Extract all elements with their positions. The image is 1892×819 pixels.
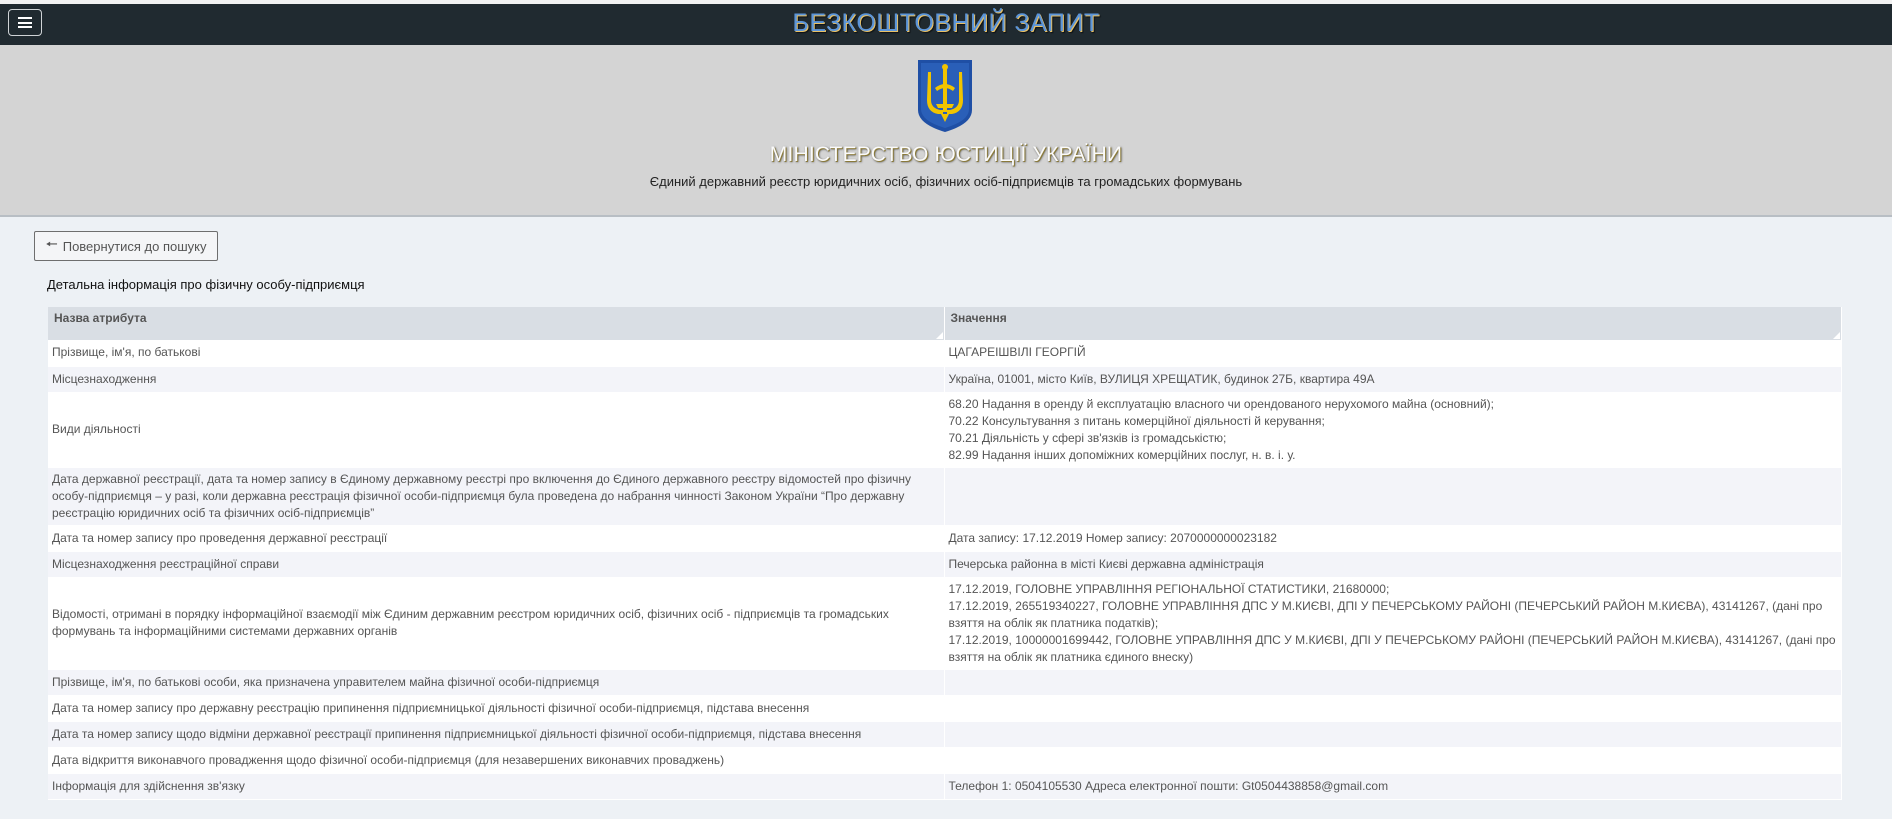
attribute-value-cell (944, 551, 1841, 577)
attribute-name-cell: Місцезнаходження реєстраційної справи (48, 551, 944, 577)
attribute-name-cell: Дата та номер запису про державну реєстрацію припинення підприємницької діяльності фізичної особи-підприємця, підстава внесення (48, 695, 944, 721)
attribute-value-cell (944, 577, 1841, 669)
table-row (48, 340, 1841, 366)
arrow-left-icon: 🠔 (45, 236, 58, 252)
table-row (48, 773, 1841, 799)
registry-name: Єдиний державний реєстр юридичних осіб, фізичних осіб-підприємців та громадських формувань (649, 174, 1243, 189)
value-line: ЦАГАРЕІШВІЛІ ГЕОРГІЙ (948, 345, 1086, 360)
attribute-value-cell (944, 340, 1841, 366)
value-line: Україна, 01001, місто Київ, ВУЛИЦЯ ХРЕЩАТИК, будинок 27Б, квартира 49А (948, 371, 1375, 386)
attribute-name-cell: Види діяльності (48, 392, 944, 467)
value-line: 17.12.2019, 10000001699442, ГОЛОВНЕ УПРАВЛІННЯ ДПС У М.КИЄВІ, ДПІ У ПЕЧЕРСЬКОМУ РАЙОНІ (ПЕЧЕРСЬКИЙ РАЙОН М.КИЄВА), 43141267, (дані про взяття на облік як платника єдиного внеску) (948, 632, 1836, 664)
attribute-value-cell (944, 366, 1841, 392)
attribute-name-cell: Дата відкриття виконавчого провадження щодо фізичної особи-підприємця (для незавершених виконавчих проваджень) (48, 747, 944, 773)
value-line: Телефон 1: 0504105530 Адреса електронної пошти: Gt0504438858@gmail.com (948, 778, 1389, 793)
resize-grip-icon[interactable] (936, 332, 943, 339)
value-line: 68.20 Надання в оренду й експлуатацію власного чи орендованого нерухомого майна (основний); (948, 396, 1494, 411)
top-navbar (0, 0, 1892, 45)
attribute-value-cell (944, 392, 1841, 467)
attribute-name-cell: Дата та номер запису щодо відміни державної реєстрації припинення підприємницької діяльності фізичної особи-підприємця, підстава внесення (48, 721, 944, 747)
table-row (48, 669, 1841, 695)
details-table (48, 307, 1842, 800)
back-button-label: Повернутися до пошуку (62, 238, 207, 254)
attribute-name-cell: Прізвище, ім'я, по батькові особи, яка призначена управителем майна фізичної особи-підприємця (48, 669, 944, 695)
table-row (48, 366, 1841, 392)
section-title: Детальна інформація про фізичну особу-підприємця (47, 277, 365, 292)
attribute-value-cell (944, 695, 1841, 721)
attribute-name-cell: Відомості, отримані в порядку інформаційної взаємодії між Єдиним державним реєстром юридичних осіб, фізичних осіб - підприємців та громадських формувань та інформаційними системами державних органів (48, 577, 944, 669)
back-to-search-button[interactable] (34, 231, 218, 261)
table-row (48, 577, 1841, 669)
attribute-value-cell (944, 721, 1841, 747)
coat-of-arms-icon (916, 58, 974, 134)
table-row (48, 551, 1841, 577)
attribute-name-cell: Місцезнаходження (48, 366, 944, 392)
value-line: Дата запису: 17.12.2019 Номер запису: 2070000000023182 (948, 530, 1277, 545)
table-row (48, 467, 1841, 525)
value-line: Печерська районна в місті Києві державна адміністрація (948, 556, 1264, 571)
ministry-header (0, 45, 1892, 217)
value-line: 17.12.2019, 265519340227, ГОЛОВНЕ УПРАВЛІННЯ ДПС У М.КИЄВІ, ДПІ У ПЕЧЕРСЬКОМУ РАЙОНІ (ПЕЧЕРСЬКИЙ РАЙОН М.КИЄВА), 43141267, (дані про взяття на облік як платника податків); (948, 598, 1823, 630)
attribute-name-cell: Дата державної реєстрації, дата та номер запису в Єдиному державному реєстрі про включення до Єдиного державного реєстру відомостей про фізичну особу-підприємця – у разі, коли державна реєстрація фізичної особи-підприємця була проведена до набрання чинності Законом України “Про державну реєстрацію юридичних осіб та фізичних осіб-підприємців” (48, 467, 944, 525)
value-line: 17.12.2019, ГОЛОВНЕ УПРАВЛІННЯ РЕГІОНАЛЬНОЇ СТАТИСТИКИ, 21680000; (948, 581, 1390, 596)
attribute-name-cell: Дата та номер запису про проведення державної реєстрації (48, 525, 944, 551)
value-line: 70.22 Консультування з питань комерційної діяльності й керування; (948, 413, 1325, 428)
value-line: 70.21 Діяльність у сфері зв'язків із громадськістю; (948, 430, 1227, 445)
details-table-container (48, 307, 1841, 800)
ministry-name: МІНІСТЕРСТВО ЮСТИЦІЇ УКРАЇНИ (769, 143, 1123, 166)
attribute-value-cell (944, 669, 1841, 695)
table-row (48, 525, 1841, 551)
value-line: 82.99 Надання інших допоміжних комерційних послуг, н. в. і. у. (948, 447, 1296, 462)
table-row (48, 695, 1841, 721)
attribute-name-cell: Прізвище, ім'я, по батькові (48, 340, 944, 366)
attribute-value-cell (944, 525, 1841, 551)
resize-grip-icon[interactable] (1833, 332, 1840, 339)
attribute-value-cell (944, 467, 1841, 525)
table-row (48, 721, 1841, 747)
attribute-value-cell (944, 773, 1841, 799)
page-title: БЕЗКОШТОВНИЙ ЗАПИТ (792, 9, 1100, 37)
attribute-value-cell (944, 747, 1841, 773)
table-row (48, 392, 1841, 467)
column-header-value[interactable]: Значення (944, 307, 1841, 340)
attribute-name-cell: Інформація для здійснення зв'язку (48, 773, 944, 799)
table-row (48, 747, 1841, 773)
column-header-attribute[interactable]: Назва атрибута (48, 307, 944, 340)
